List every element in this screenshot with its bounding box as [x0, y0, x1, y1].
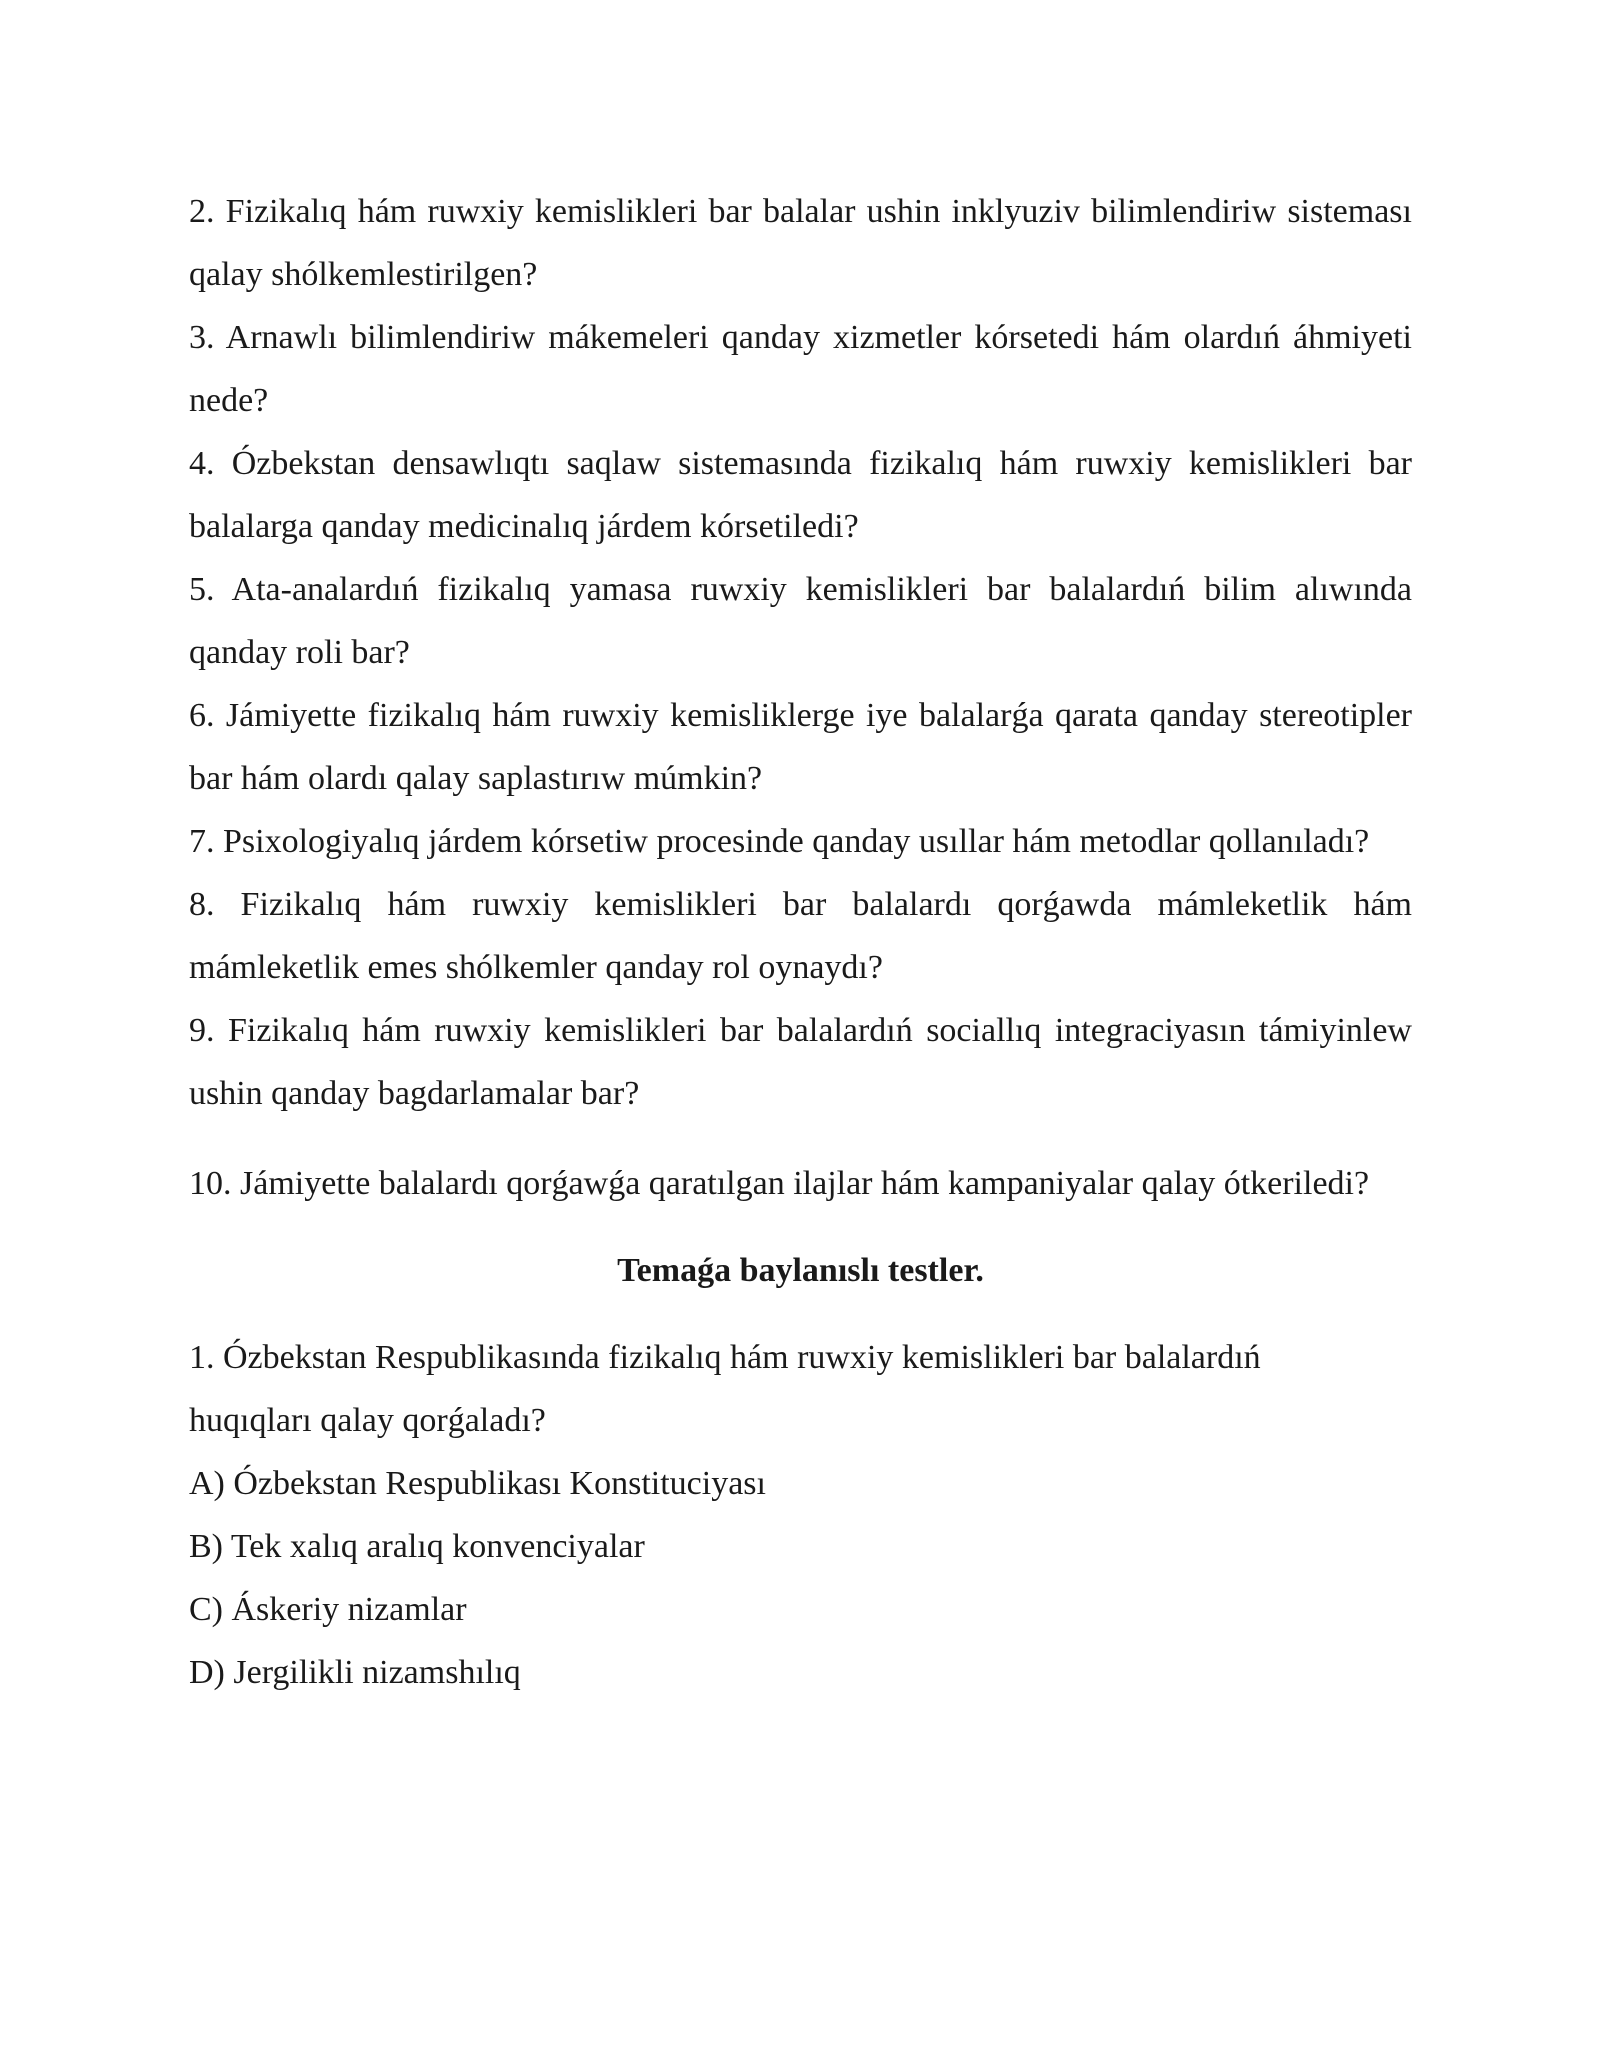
- question-9: 9. Fizikalıq hám ruwxiy kemislikleri bar balalardıń sociallıq integraciyasın támiyinlew ushin qanday bagdarlamalar bar?: [189, 1012, 1412, 1112]
- test-option-d: D) Jergilikli nizamshılıq: [189, 1654, 521, 1691]
- test-question-1-line-1: 1. Ózbekstan Respublikasında fizikalıq hám ruwxiy kemislikleri bar balalardıń: [189, 1339, 1261, 1376]
- question-10: 10. Jámiyette balalardı qorǵawǵa qaratılgan ilajlar hám kampaniyalar qalay ótkeriledi?: [189, 1165, 1370, 1202]
- test-question-1-line-2: huqıqları qalay qorǵaladı?: [189, 1402, 546, 1439]
- test-option-c: C) Áskeriy nizamlar: [189, 1591, 467, 1628]
- question-5: 5. Ata-analardıń fizikalıq yamasa ruwxiy kemislikleri bar balalardıń bilim alıwında qanday roli bar?: [189, 571, 1412, 671]
- question-8: 8. Fizikalıq hám ruwxiy kemislikleri bar balalardı qorǵawda mámleketlik hám mámleketlik emes shólkemler qanday rol oynaydı?: [189, 886, 1412, 986]
- question-2: 2. Fizikalıq hám ruwxiy kemislikleri bar balalar ushin inklyuziv bilimlendiriw sisteması qalay shólkemlestirilgen?: [189, 193, 1412, 293]
- document-body: [189, 180, 1412, 1704]
- test-option-a: A) Ózbekstan Respublikası Konstituciyası: [189, 1465, 766, 1502]
- question-4: 4. Ózbekstan densawlıqtı saqlaw sistemasında fizikalıq hám ruwxiy kemislikleri bar balalarga qanday medicinalıq járdem kórsetiledi?: [189, 445, 1412, 545]
- section-heading: Temaǵa baylanıslı testler.: [617, 1252, 984, 1289]
- test-option-b: B) Tek xalıq aralıq konvenciyalar: [189, 1528, 645, 1565]
- question-3: 3. Arnawlı bilimlendiriw mákemeleri qanday xizmetler kórsetedi hám olardıń áhmiyeti nede?: [189, 319, 1412, 419]
- question-6: 6. Jámiyette fizikalıq hám ruwxiy kemisliklerge iye balalarǵa qarata qanday stereotipler bar hám olardı qalay saplastırıw múmkin?: [189, 697, 1412, 797]
- question-7: 7. Psixologiyalıq járdem kórsetiw procesinde qanday usıllar hám metodlar qollanıladı?: [189, 823, 1370, 860]
